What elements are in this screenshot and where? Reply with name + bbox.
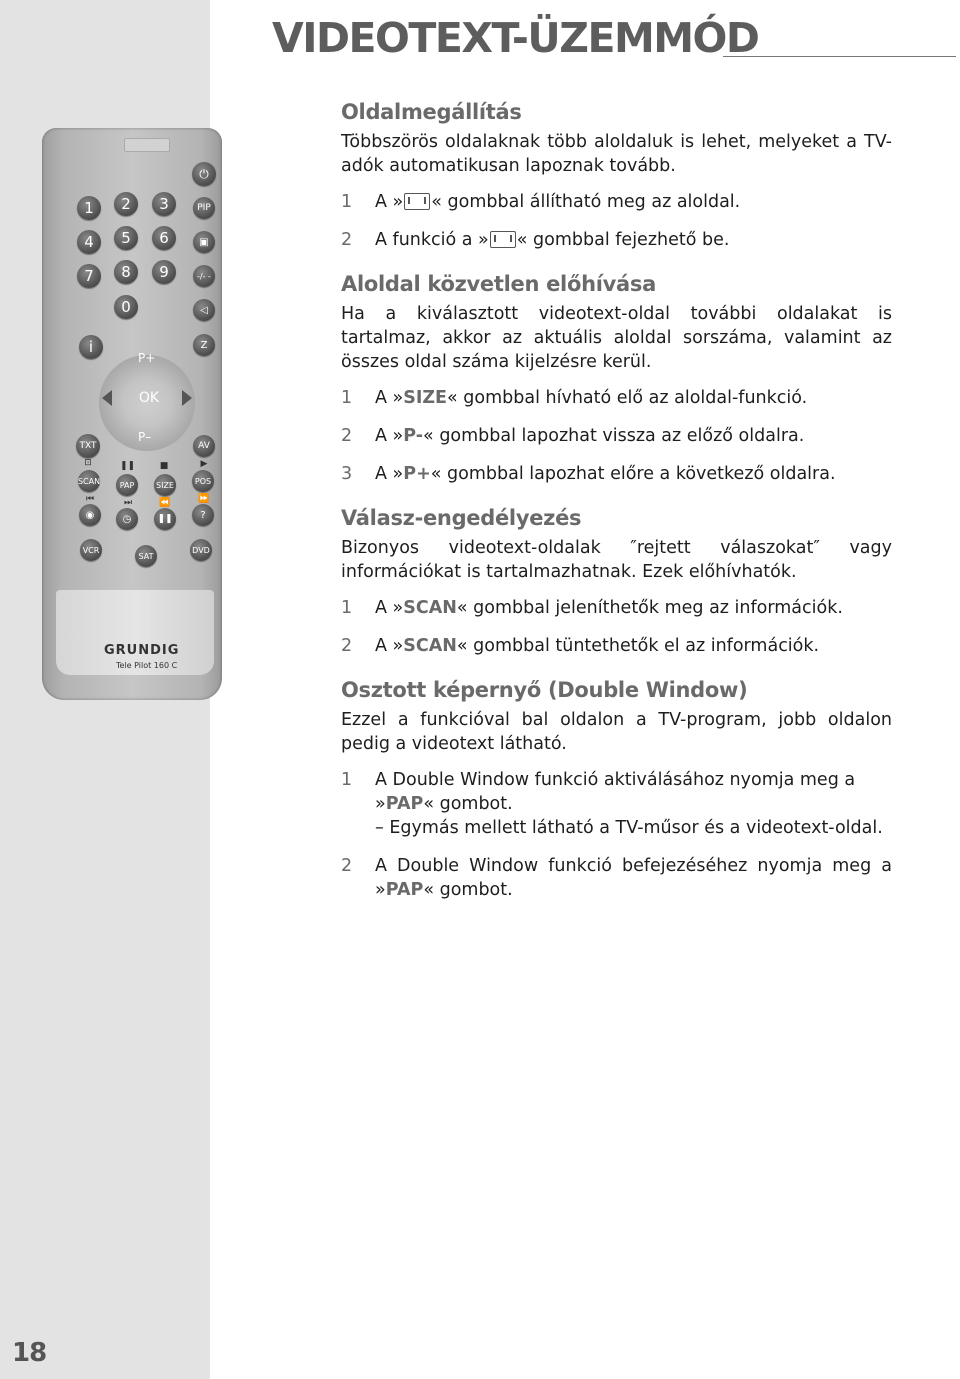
info-button: i bbox=[79, 335, 103, 359]
p-minus-label: P– bbox=[138, 430, 152, 444]
list-item bbox=[341, 596, 892, 620]
item-number: 2 bbox=[341, 426, 353, 446]
item-text-pre: A » bbox=[375, 426, 404, 446]
digit-button-7: 7 bbox=[77, 264, 101, 288]
rewind-icon: ⏪ bbox=[159, 498, 171, 508]
grundig-logo: GRUNDIG bbox=[104, 643, 180, 658]
digit-button-5: 5 bbox=[114, 226, 138, 250]
remote-control-illustration bbox=[42, 128, 222, 700]
item-keyword: SIZE bbox=[403, 388, 448, 408]
arrow-right-icon bbox=[182, 390, 192, 406]
item-number: 2 bbox=[341, 856, 353, 876]
item-subnote: – Egymás mellett látható a TV-műsor és a videotext-oldal. bbox=[375, 818, 883, 838]
section-heading: Osztott képernyő (Double Window) bbox=[341, 678, 748, 702]
pip-button: PIP bbox=[193, 197, 215, 219]
item-number: 1 bbox=[341, 388, 353, 408]
item-keyword: SCAN bbox=[403, 636, 457, 656]
question-icon: ? bbox=[192, 504, 214, 526]
section-paragraph: Bizonyos videotext-oldalak ″rejtett válaszokat″ vagy információkat is tartalmazhatnak. Ezek előhívhatók. bbox=[341, 538, 892, 582]
digit-button-0: 0 bbox=[114, 295, 138, 319]
item-text-post: « gombot. bbox=[423, 794, 513, 814]
item-text-post: « gombbal fejezhető be. bbox=[516, 230, 730, 250]
item-text-pre: A » bbox=[375, 598, 404, 618]
clock-icon: ◷ bbox=[116, 508, 138, 530]
txt-button: TXT bbox=[76, 434, 100, 458]
list-item bbox=[341, 424, 892, 448]
vcr-button: VCR bbox=[80, 539, 102, 561]
item-text-post: « gombbal lapozhat vissza az előző oldalra. bbox=[423, 426, 805, 446]
subpage-icon: ⊡ bbox=[84, 458, 92, 468]
mute-button-icon: ◁ bbox=[193, 299, 215, 321]
page-title: VIDEOTEXT-ÜZEMMÓD bbox=[272, 14, 759, 62]
list-item bbox=[341, 634, 892, 658]
dash-button: -/- - bbox=[193, 265, 215, 287]
item-text-post: « gombbal hívható elő az aloldal-funkció. bbox=[447, 388, 808, 408]
content-column bbox=[341, 100, 892, 922]
item-text-pre: A » bbox=[375, 636, 404, 656]
section-page-hold bbox=[341, 100, 892, 252]
item-number: 1 bbox=[341, 192, 353, 212]
item-text-pre: A » bbox=[375, 388, 404, 408]
item-number: 2 bbox=[341, 230, 353, 250]
arrow-left-icon bbox=[102, 390, 112, 406]
digit-button-1: 1 bbox=[77, 196, 101, 220]
item-text-post: « gombbal állítható meg az aloldal. bbox=[431, 192, 741, 212]
list-item bbox=[341, 462, 892, 486]
item-number: 1 bbox=[341, 598, 353, 618]
reveal-eye-icon: ◉ bbox=[79, 504, 101, 526]
power-button-icon: ⏻ bbox=[192, 162, 216, 186]
item-number: 2 bbox=[341, 636, 353, 656]
digit-button-4: 4 bbox=[77, 230, 101, 254]
page-number: 18 bbox=[12, 1338, 47, 1368]
pos-button: POS bbox=[192, 470, 214, 492]
size-button: SIZE bbox=[154, 474, 176, 496]
item-text-post: « gombot. bbox=[423, 880, 513, 900]
skip-back-icon: ⏮ bbox=[85, 494, 95, 504]
ok-button: OK bbox=[138, 390, 160, 406]
freeze-button-icon: ▣ bbox=[193, 231, 215, 253]
list-item bbox=[341, 768, 892, 840]
pause-icon: ❚❚ bbox=[120, 461, 136, 471]
section-paragraph: Ha a kiválasztott videotext-oldal további oldalakat is tartalmaz, akkor az aktuális aloldal sorszáma, valamint az összes oldal száma kijelzésre kerül. bbox=[341, 304, 892, 372]
dvd-button: DVD bbox=[190, 539, 212, 561]
section-subpage-direct bbox=[341, 272, 892, 486]
item-keyword: PAP bbox=[385, 794, 424, 814]
remote-ir-window bbox=[124, 138, 170, 152]
fast-forward-icon: ⏩ bbox=[198, 494, 210, 504]
digit-button-2: 2 bbox=[114, 192, 138, 216]
title-rule bbox=[723, 56, 956, 57]
item-text-pre: A » bbox=[375, 464, 404, 484]
z-button: Z bbox=[193, 334, 215, 356]
hold-icon: ❚❚ bbox=[154, 508, 176, 530]
item-text-post: « gombbal tüntethetők el az információk. bbox=[456, 636, 820, 656]
pap-button: PAP bbox=[116, 474, 138, 496]
stop-icon: ■ bbox=[159, 461, 169, 471]
item-text-pre: A Double Window funkció aktiválásához nyomja meg a » bbox=[375, 770, 856, 814]
item-keyword: P+ bbox=[403, 464, 431, 484]
digit-button-6: 6 bbox=[152, 226, 176, 250]
section-paragraph: Ezzel a funkcióval bal oldalon a TV-program, jobb oldalon pedig a videotext látható. bbox=[341, 710, 892, 754]
digit-button-9: 9 bbox=[152, 260, 176, 284]
remote-model-label: Tele Pilot 160 C bbox=[116, 661, 178, 670]
list-item bbox=[341, 228, 892, 252]
item-text-pre: A » bbox=[375, 192, 404, 212]
section-heading: Aloldal közvetlen előhívása bbox=[341, 272, 656, 296]
section-heading: Válasz-engedélyezés bbox=[341, 506, 582, 530]
item-number: 1 bbox=[341, 770, 353, 790]
item-text-post: « gombbal jeleníthetők meg az információk. bbox=[456, 598, 843, 618]
p-plus-label: P+ bbox=[138, 351, 156, 365]
digit-button-3: 3 bbox=[152, 192, 176, 216]
step-icon: ⏭ bbox=[123, 498, 133, 508]
section-paragraph: Többszörös oldalaknak több aloldaluk is lehet, melyeket a TV-adók automatikusan lapoznak tovább. bbox=[341, 132, 892, 176]
item-text-pre: A Double Window funkció befejezéséhez nyomja meg a » bbox=[375, 856, 892, 900]
item-text-post: « gombbal lapozhat előre a következő oldalra. bbox=[430, 464, 836, 484]
item-keyword: P- bbox=[403, 426, 424, 446]
subpage-stop-icon bbox=[490, 231, 516, 248]
sat-button: SAT bbox=[135, 545, 157, 567]
av-button: AV bbox=[193, 435, 215, 457]
list-item bbox=[341, 386, 892, 410]
section-double-window bbox=[341, 678, 892, 902]
scan-button: SCAN bbox=[78, 470, 100, 492]
item-keyword: PAP bbox=[385, 880, 424, 900]
section-answer-reveal bbox=[341, 506, 892, 658]
subpage-stop-icon bbox=[404, 193, 430, 210]
item-text-pre: A funkció a » bbox=[375, 230, 489, 250]
item-keyword: SCAN bbox=[403, 598, 457, 618]
item-number: 3 bbox=[341, 464, 353, 484]
section-heading: Oldalmegállítás bbox=[341, 100, 522, 124]
list-item bbox=[341, 854, 892, 902]
digit-button-8: 8 bbox=[114, 260, 138, 284]
list-item bbox=[341, 190, 892, 214]
play-icon: ▶ bbox=[200, 459, 208, 469]
